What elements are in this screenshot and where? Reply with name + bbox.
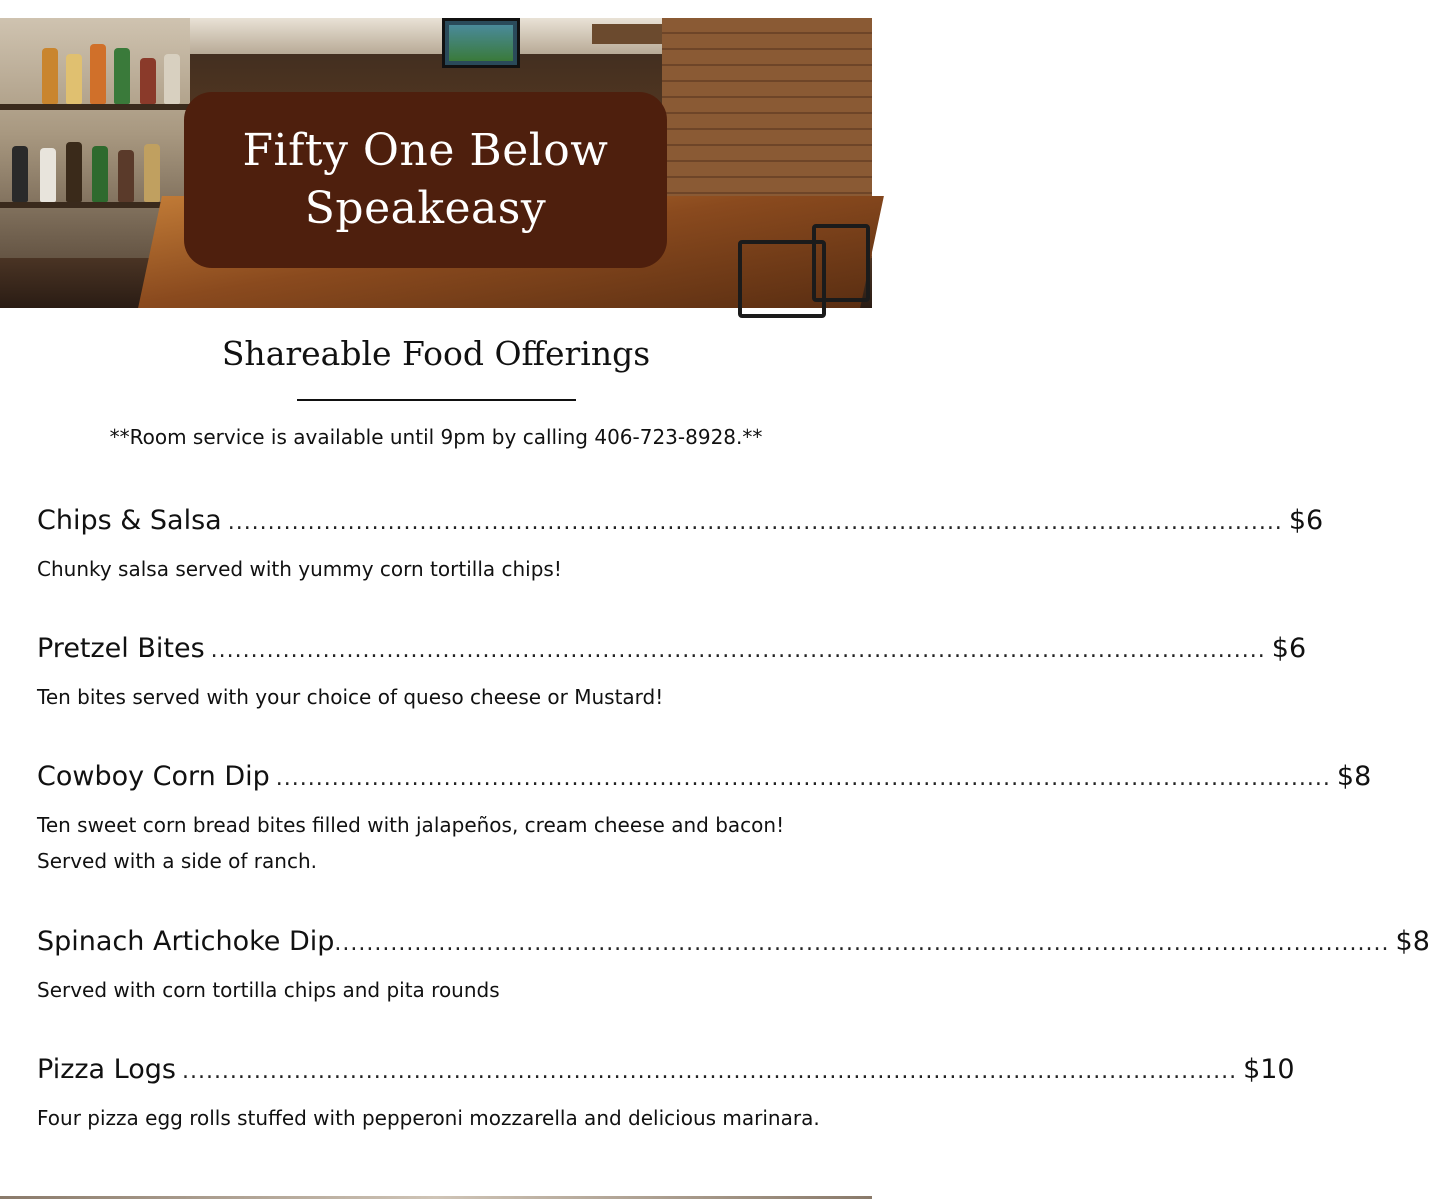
menu-item-header — [37, 505, 1324, 543]
menu-item-description: Ten sweet corn bread bites filled with jalapeños, cream cheese and bacon! Served with a side of ranch. — [37, 813, 785, 873]
menu-item — [37, 1054, 1295, 1136]
menu-item-header — [37, 926, 1430, 964]
bar-photo-bottle — [90, 44, 106, 104]
section-divider — [297, 399, 576, 401]
bar-photo-bottle — [118, 150, 134, 202]
bar-photo-bottle — [140, 58, 156, 104]
room-service-notice: **Room service is available until 9pm by calling 406-723-8928.** — [109, 425, 763, 449]
menu-item-name: Pizza Logs — [37, 1054, 176, 1085]
menu-item-price: $6 — [1288, 505, 1324, 536]
title-banner — [184, 92, 667, 268]
menu-item-description: Ten bites served with your choice of queso cheese or Mustard! — [37, 685, 664, 709]
bar-photo-bottle — [66, 142, 82, 202]
bar-photo-bottle — [144, 144, 160, 202]
menu-item-price: $10 — [1243, 1054, 1295, 1085]
bar-photo-bottle — [114, 48, 130, 104]
menu-item-price: $6 — [1271, 633, 1307, 664]
bar-photo-bottle — [66, 54, 82, 104]
menu-item-name: Spinach Artichoke Dip — [37, 926, 335, 957]
menu-item — [37, 761, 1372, 879]
bar-photo-bottle — [42, 48, 58, 104]
menu-item-name: Cowboy Corn Dip — [37, 761, 270, 792]
dot-leader: .................................................................................................................................... — [210, 638, 1266, 663]
menu-item — [37, 926, 1430, 1008]
bar-photo-shelf — [0, 104, 190, 110]
bar-photo-bottle — [164, 54, 180, 104]
menu-item-price: $8 — [1395, 926, 1430, 957]
bar-photo-bottle — [40, 148, 56, 202]
menu-item-header — [37, 761, 1372, 799]
menu-item-name: Pretzel Bites — [37, 633, 205, 664]
menu-item-description: Four pizza egg rolls stuffed with pepperoni mozzarella and delicious marinara. — [37, 1106, 820, 1130]
bar-photo-tv — [442, 18, 520, 68]
bar-photo-chair — [812, 224, 870, 302]
menu-item-description: Chunky salsa served with yummy corn tortilla chips! — [37, 557, 562, 581]
bar-photo-bottle — [92, 146, 108, 202]
bar-photo-bottle — [12, 146, 28, 202]
restaurant-name-line2: Speakeasy — [304, 183, 547, 234]
bottom-border — [0, 1196, 872, 1199]
section-title: Shareable Food Offerings — [221, 334, 651, 373]
menu-item — [37, 633, 1307, 715]
menu-item-header — [37, 633, 1307, 671]
dot-leader: .................................................................................................................................... — [334, 931, 1390, 956]
menu-item-name: Chips & Salsa — [37, 505, 222, 536]
dot-leader: .................................................................................................................................... — [181, 1059, 1238, 1084]
menu-item-description: Served with corn tortilla chips and pita rounds — [37, 978, 500, 1002]
menu-item-price: $8 — [1336, 761, 1372, 792]
restaurant-name-line1: Fifty One Below — [242, 125, 609, 176]
bar-photo — [0, 18, 872, 308]
menu-item-header — [37, 1054, 1295, 1092]
dot-leader: .................................................................................................................................... — [275, 766, 1331, 791]
menu-item — [37, 505, 1324, 587]
dot-leader: .................................................................................................................................... — [227, 510, 1283, 535]
